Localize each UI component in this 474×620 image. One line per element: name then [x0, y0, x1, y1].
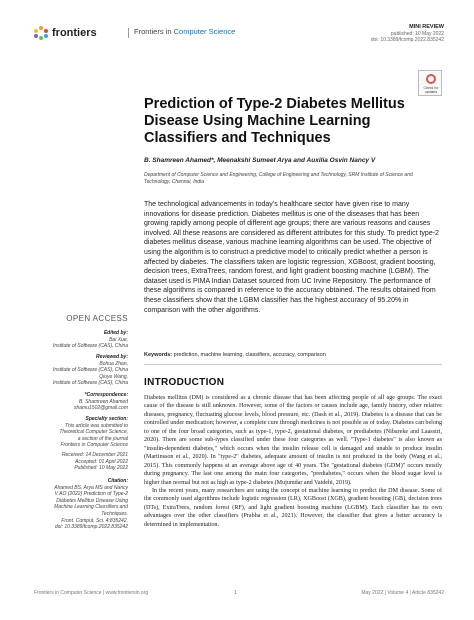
received-date: Received: 14 December 2021 — [61, 452, 128, 458]
doi-link[interactable]: doi: 10.3389/fcomp.2022.835242 — [370, 37, 444, 43]
reviewer-name: Qiuye Wang, — [99, 373, 128, 380]
correspondence-label: *Correspondence: — [84, 392, 128, 398]
editor-affiliation: Institute of Software (CAS), China — [52, 343, 128, 350]
footer-volume: May 2022 | Volume 4 | Article 835242 — [361, 590, 444, 596]
reviewer-affiliation: Institute of Software (CAS), China — [52, 380, 128, 387]
correspondence-section — [30, 392, 128, 412]
introduction-heading: INTRODUCTION — [144, 377, 225, 388]
keywords-divider — [144, 364, 442, 365]
citation-line: Front. Comput. Sci. 4:835242. — [61, 517, 128, 524]
intro-paragraph: Diabetes mellitus (DM) is considered as a chronic disease that has been affecting people of all age groups. The exact cause of the disease is still unknown. However, some of the factors or causes include age, family history, other relative diseases, pregnancy, fluctuating glucose levels, blood pressure, etc. (Dash et al., 2019). Diabetes is a disease that can be controlled under medication; however, a complete cure through medicines is not possible as of today. Diabetes can belong to one of the four broad categories, such as type-1, type-2, gestational diabetes, or prediabetes (Nibareke and Laassiri, 2020). There are some sub-types classified under these four categories as well. "Type-1 diabetes" is also known as "insulin-dependent diabetes," which occurs when the insulin release cell is damaged and unable to produce insulin (Martinsson et al., 2020). In "type-2" diabetes, adequate amount of insulin is not produced in the body (Wang et al., 2015). This commonly happens at an average above age of 40 years. The "gestational diabetes (GDM)" occurs mostly during pregnancy. The last one among the main four categories, "prediabetes," occurs when the blood sugar level is higher than normal but not as high as type-2 diabetes (Mujumdar and Vaidehi, 2019). — [144, 395, 442, 486]
correspondent-name: B. Shamreen Ahamed — [78, 398, 128, 405]
check-for-updates-label: Check for updates — [423, 86, 439, 94]
citation-line: Diabetes Mellitus Disease Using — [56, 497, 128, 504]
citation-line: Ahamed BS, Arya MS and Nancy — [54, 484, 128, 491]
frontiers-logo[interactable] — [34, 26, 97, 40]
citation-line: V AO (2022) Prediction of Type-2 — [54, 491, 128, 498]
page-number: 1 — [234, 590, 237, 596]
logo-text: frontiers — [52, 27, 97, 39]
citation-line: Machine Learning Classifiers and — [54, 504, 128, 511]
abstract: The technological advancements in today’s healthcare sector have given rise to many innovations for disease prediction. Diabetes mellitus is one of the diseases that has been growing rapidly among people of different age groups; there are various reasons and causes involved. All these reasons are considered as different attributes for this study. To predict type-2 diabetes mellitus disease, various machine learning algorithms can be used. The objective of using the algorithm is to construct a predictive model to critically predict whether a person is affected by diabetes. The classifiers taken are logistic regression, XGBoost, gradient boosting, decision trees, ExtraTrees, random forest, and light gradient boosting machine (LGBM). The dataset used is PIMA Indian Dataset sourced from UC Irvine Repository. The performance of these algorithms is compared in reference to the accuracy obtained. The results obtained from these classifiers show that the LGBM classifier has the highest accuracy of 95.20% in comparison with the other algorithms. — [144, 201, 439, 314]
affiliation: Department of Computer Science and Engineering, College of Engineering and Technology, SRM Institute of Science and Technology, Chennai, India — [144, 172, 413, 185]
specialty-label: Specialty section: — [85, 416, 128, 422]
specialty-line: a section of the journal — [77, 435, 128, 442]
reviewer-name: Bohua Zhan, — [99, 360, 128, 367]
citation-section — [30, 478, 128, 531]
journal-prefix: Frontiers in — [134, 27, 174, 36]
citation-line: Techniques. — [101, 510, 128, 517]
intro-paragraph: In the recent years, many researchers are using the concept of machine learning to predict the DM disease. Some of the commonly used algorithms include logistic regression (LR), XGBoost (XGB), gradient boosting (GB), decision trees (DTs), ExtraTrees, random forest (RF), and light gradient boosting machine (LGBM). Each classifier has its own advantages over the other classifiers (Prabha et al., 2021). However, the classifier that gives a better accuracy is determined in implementation. — [144, 487, 442, 528]
page-header — [34, 24, 444, 52]
reviewed-by-section — [30, 354, 128, 387]
check-for-updates-badge[interactable] — [418, 70, 442, 96]
reviewed-by-label: Reviewed by: — [96, 354, 128, 360]
introduction-body — [144, 394, 442, 529]
citation-doi[interactable]: doi: 10.3389/fcomp.2022.835242 — [54, 524, 128, 531]
specialty-line: Theoretical Computer Science, — [59, 429, 128, 436]
published-date-side: Published: 10 May 2022 — [74, 465, 128, 472]
check-for-updates-icon — [426, 74, 436, 84]
citation-label: Citation: — [107, 478, 128, 484]
published-date: published: 10 May 2022 — [390, 30, 444, 37]
keywords-label: Keywords: — [144, 352, 173, 358]
article-meta — [371, 24, 444, 44]
keywords — [144, 352, 442, 358]
edited-by-label: Edited by: — [103, 330, 128, 336]
journal-accent: Computer Science — [173, 27, 236, 36]
correspondent-email[interactable]: shamu1502@gmail.com — [74, 405, 128, 412]
article-title: Prediction of Type-2 Diabetes Mellitus Disease Using Machine Learning Classifiers and Techniques — [144, 96, 405, 146]
accepted-date: Accepted: 01 April 2022 — [75, 458, 128, 465]
footer-journal[interactable]: Frontiers in Computer Science | www.frontiersin.org — [34, 590, 149, 596]
reviewer-affiliation: Institute of Software (CAS), China — [52, 367, 128, 374]
keywords-list: prediction, machine learning, classifiers, accuracy, comparison — [172, 352, 326, 358]
journal-name[interactable] — [134, 27, 235, 36]
header-separator — [128, 28, 129, 38]
open-access-label: OPEN ACCESS — [66, 314, 128, 323]
article-type: MINI REVIEW — [409, 24, 444, 30]
specialty-line: Frontiers in Computer Science — [60, 442, 128, 449]
specialty-section — [30, 416, 128, 449]
edited-by-section — [30, 330, 128, 350]
author-list: B. Shamreen Ahamed*, Meenakshi Sumeet Arya and Auxilia Osvin Nancy V — [144, 157, 376, 164]
editor-name: Bai Xue, — [109, 336, 128, 343]
dates-section — [30, 452, 128, 472]
frontiers-logo-icon — [34, 26, 48, 40]
specialty-line: This article was submitted to — [64, 422, 128, 429]
